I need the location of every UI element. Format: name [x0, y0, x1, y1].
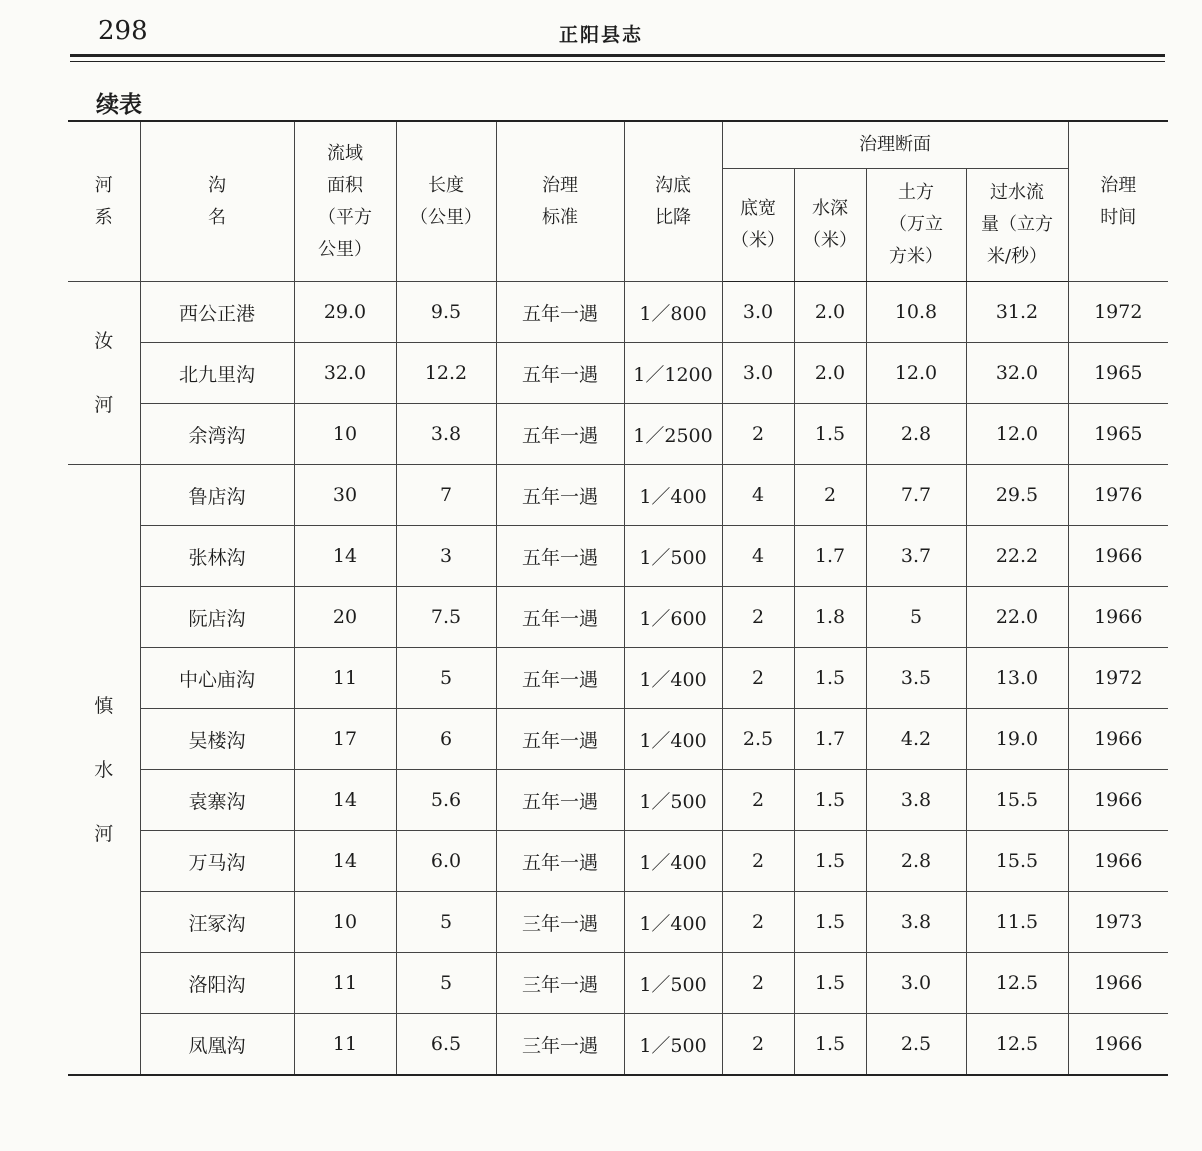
table-row — [68, 831, 1168, 892]
basin-area-cell: 14 — [294, 526, 396, 587]
gradient-cell: 1／400 — [624, 465, 722, 526]
water-depth-cell: 2.0 — [794, 282, 866, 343]
earthwork-cell: 7.7 — [866, 465, 966, 526]
water-depth-cell: 1.5 — [794, 953, 866, 1014]
length-cell: 5 — [396, 648, 496, 709]
ditch-name-cell: 西公正港 — [140, 282, 294, 343]
table-header — [68, 121, 1168, 282]
basin-area-cell: 14 — [294, 831, 396, 892]
ditch-name-cell: 凤凰沟 — [140, 1014, 294, 1076]
length-cell: 5 — [396, 953, 496, 1014]
river-system-cell: 慎 水 河 — [68, 465, 140, 1076]
length-cell: 3.8 — [396, 404, 496, 465]
year-cell: 1972 — [1068, 282, 1168, 343]
bottom-width-cell: 3.0 — [722, 343, 794, 404]
bottom-width-cell: 2 — [722, 892, 794, 953]
basin-area-cell: 17 — [294, 709, 396, 770]
table-row — [68, 526, 1168, 587]
length-cell: 7 — [396, 465, 496, 526]
earthwork-cell: 3.7 — [866, 526, 966, 587]
ditch-name-cell: 张林沟 — [140, 526, 294, 587]
header-length: 长度 （公里） — [396, 121, 496, 282]
header-section-group: 治理断面 — [722, 121, 1068, 169]
water-depth-cell: 1.5 — [794, 648, 866, 709]
header-earthwork: 土方 （万立 方米） — [866, 169, 966, 282]
water-depth-cell: 2.0 — [794, 343, 866, 404]
ditch-name-cell: 余湾沟 — [140, 404, 294, 465]
earthwork-cell: 5 — [866, 587, 966, 648]
header-water-depth: 水深 （米） — [794, 169, 866, 282]
flow-cell: 12.0 — [966, 404, 1068, 465]
standard-cell: 五年一遇 — [496, 709, 624, 770]
basin-area-cell: 10 — [294, 404, 396, 465]
ditch-name-cell: 吴楼沟 — [140, 709, 294, 770]
bottom-width-cell: 3.0 — [722, 282, 794, 343]
standard-cell: 五年一遇 — [496, 404, 624, 465]
ditch-management-table — [68, 120, 1168, 1076]
standard-cell: 五年一遇 — [496, 770, 624, 831]
water-depth-cell: 1.8 — [794, 587, 866, 648]
water-depth-cell: 1.5 — [794, 892, 866, 953]
header-year: 治理 时间 — [1068, 121, 1168, 282]
ditch-name-cell: 汪冢沟 — [140, 892, 294, 953]
standard-cell: 五年一遇 — [496, 526, 624, 587]
standard-cell: 五年一遇 — [496, 343, 624, 404]
header-rule-thick — [70, 54, 1165, 57]
length-cell: 12.2 — [396, 343, 496, 404]
gradient-cell: 1／600 — [624, 587, 722, 648]
ditch-name-cell: 鲁店沟 — [140, 465, 294, 526]
basin-area-cell: 14 — [294, 770, 396, 831]
standard-cell: 五年一遇 — [496, 465, 624, 526]
basin-area-cell: 11 — [294, 953, 396, 1014]
flow-cell: 29.5 — [966, 465, 1068, 526]
basin-area-cell: 30 — [294, 465, 396, 526]
gradient-cell: 1／500 — [624, 1014, 722, 1076]
length-cell: 6 — [396, 709, 496, 770]
basin-area-cell: 29.0 — [294, 282, 396, 343]
flow-cell: 11.5 — [966, 892, 1068, 953]
table-row — [68, 343, 1168, 404]
river-system-cell: 汝 河 — [68, 282, 140, 465]
water-depth-cell: 1.5 — [794, 770, 866, 831]
earthwork-cell: 3.0 — [866, 953, 966, 1014]
basin-area-cell: 20 — [294, 587, 396, 648]
standard-cell: 五年一遇 — [496, 831, 624, 892]
bottom-width-cell: 2.5 — [722, 709, 794, 770]
length-cell: 6.0 — [396, 831, 496, 892]
bottom-width-cell: 2 — [722, 831, 794, 892]
year-cell: 1965 — [1068, 404, 1168, 465]
length-cell: 5 — [396, 892, 496, 953]
page-number: 298 — [98, 16, 148, 46]
ditch-name-cell: 万马沟 — [140, 831, 294, 892]
header-bottom-width: 底宽 （米） — [722, 169, 794, 282]
water-depth-cell: 1.5 — [794, 1014, 866, 1076]
basin-area-cell: 11 — [294, 1014, 396, 1076]
header-ditch-name: 沟 名 — [140, 121, 294, 282]
gradient-cell: 1／500 — [624, 770, 722, 831]
flow-cell: 31.2 — [966, 282, 1068, 343]
flow-cell: 12.5 — [966, 1014, 1068, 1076]
bottom-width-cell: 2 — [722, 648, 794, 709]
bottom-width-cell: 2 — [722, 587, 794, 648]
ditch-name-cell: 袁寨沟 — [140, 770, 294, 831]
table-row — [68, 953, 1168, 1014]
gradient-cell: 1／1200 — [624, 343, 722, 404]
table-row — [68, 587, 1168, 648]
ditch-name-cell: 北九里沟 — [140, 343, 294, 404]
earthwork-cell: 4.2 — [866, 709, 966, 770]
table-row — [68, 404, 1168, 465]
gradient-cell: 1／400 — [624, 892, 722, 953]
gradient-cell: 1／500 — [624, 526, 722, 587]
water-depth-cell: 1.7 — [794, 709, 866, 770]
flow-cell: 19.0 — [966, 709, 1068, 770]
year-cell: 1965 — [1068, 343, 1168, 404]
earthwork-cell: 3.8 — [866, 770, 966, 831]
flow-cell: 12.5 — [966, 953, 1068, 1014]
table-row — [68, 770, 1168, 831]
flow-cell: 15.5 — [966, 831, 1068, 892]
flow-cell: 13.0 — [966, 648, 1068, 709]
ditch-name-cell: 洛阳沟 — [140, 953, 294, 1014]
basin-area-cell: 10 — [294, 892, 396, 953]
water-depth-cell: 1.5 — [794, 404, 866, 465]
header-rule-thin — [70, 61, 1165, 62]
year-cell: 1966 — [1068, 831, 1168, 892]
water-depth-cell: 2 — [794, 465, 866, 526]
length-cell: 3 — [396, 526, 496, 587]
flow-cell: 15.5 — [966, 770, 1068, 831]
header-river-system: 河 系 — [68, 121, 140, 282]
standard-cell: 五年一遇 — [496, 648, 624, 709]
gradient-cell: 1／400 — [624, 648, 722, 709]
earthwork-cell: 12.0 — [866, 343, 966, 404]
table-row — [68, 709, 1168, 770]
year-cell: 1966 — [1068, 953, 1168, 1014]
book-title: 正阳县志 — [558, 24, 643, 46]
header-flow: 过水流 量（立方 米/秒） — [966, 169, 1068, 282]
water-depth-cell: 1.5 — [794, 831, 866, 892]
bottom-width-cell: 2 — [722, 404, 794, 465]
year-cell: 1966 — [1068, 587, 1168, 648]
year-cell: 1966 — [1068, 526, 1168, 587]
earthwork-cell: 2.5 — [866, 1014, 966, 1076]
bottom-width-cell: 2 — [722, 1014, 794, 1076]
gradient-cell: 1／400 — [624, 709, 722, 770]
standard-cell: 五年一遇 — [496, 587, 624, 648]
year-cell: 1966 — [1068, 770, 1168, 831]
year-cell: 1972 — [1068, 648, 1168, 709]
bottom-width-cell: 2 — [722, 770, 794, 831]
gradient-cell: 1／500 — [624, 953, 722, 1014]
year-cell: 1976 — [1068, 465, 1168, 526]
standard-cell: 五年一遇 — [496, 282, 624, 343]
gradient-cell: 1／2500 — [624, 404, 722, 465]
earthwork-cell: 3.8 — [866, 892, 966, 953]
flow-cell: 22.2 — [966, 526, 1068, 587]
table-row — [68, 465, 1168, 526]
ditch-name-cell: 中心庙沟 — [140, 648, 294, 709]
length-cell: 9.5 — [396, 282, 496, 343]
length-cell: 7.5 — [396, 587, 496, 648]
length-cell: 6.5 — [396, 1014, 496, 1076]
ditch-name-cell: 阮店沟 — [140, 587, 294, 648]
table-caption: 续表 — [96, 91, 142, 118]
earthwork-cell: 3.5 — [866, 648, 966, 709]
flow-cell: 22.0 — [966, 587, 1068, 648]
year-cell: 1966 — [1068, 1014, 1168, 1076]
bottom-width-cell: 4 — [722, 526, 794, 587]
table-row — [68, 1014, 1168, 1076]
gradient-cell: 1／400 — [624, 831, 722, 892]
earthwork-cell: 2.8 — [866, 831, 966, 892]
bottom-width-cell: 2 — [722, 953, 794, 1014]
year-cell: 1973 — [1068, 892, 1168, 953]
standard-cell: 三年一遇 — [496, 892, 624, 953]
table-body — [68, 282, 1168, 1076]
header-gradient: 沟底 比降 — [624, 121, 722, 282]
earthwork-cell: 2.8 — [866, 404, 966, 465]
water-depth-cell: 1.7 — [794, 526, 866, 587]
standard-cell: 三年一遇 — [496, 953, 624, 1014]
gradient-cell: 1／800 — [624, 282, 722, 343]
header-standard: 治理 标准 — [496, 121, 624, 282]
standard-cell: 三年一遇 — [496, 1014, 624, 1076]
flow-cell: 32.0 — [966, 343, 1068, 404]
table-row — [68, 282, 1168, 343]
year-cell: 1966 — [1068, 709, 1168, 770]
basin-area-cell: 32.0 — [294, 343, 396, 404]
table-row — [68, 648, 1168, 709]
bottom-width-cell: 4 — [722, 465, 794, 526]
basin-area-cell: 11 — [294, 648, 396, 709]
table-row — [68, 892, 1168, 953]
header-basin-area: 流域 面积 （平方 公里） — [294, 121, 396, 282]
earthwork-cell: 10.8 — [866, 282, 966, 343]
length-cell: 5.6 — [396, 770, 496, 831]
